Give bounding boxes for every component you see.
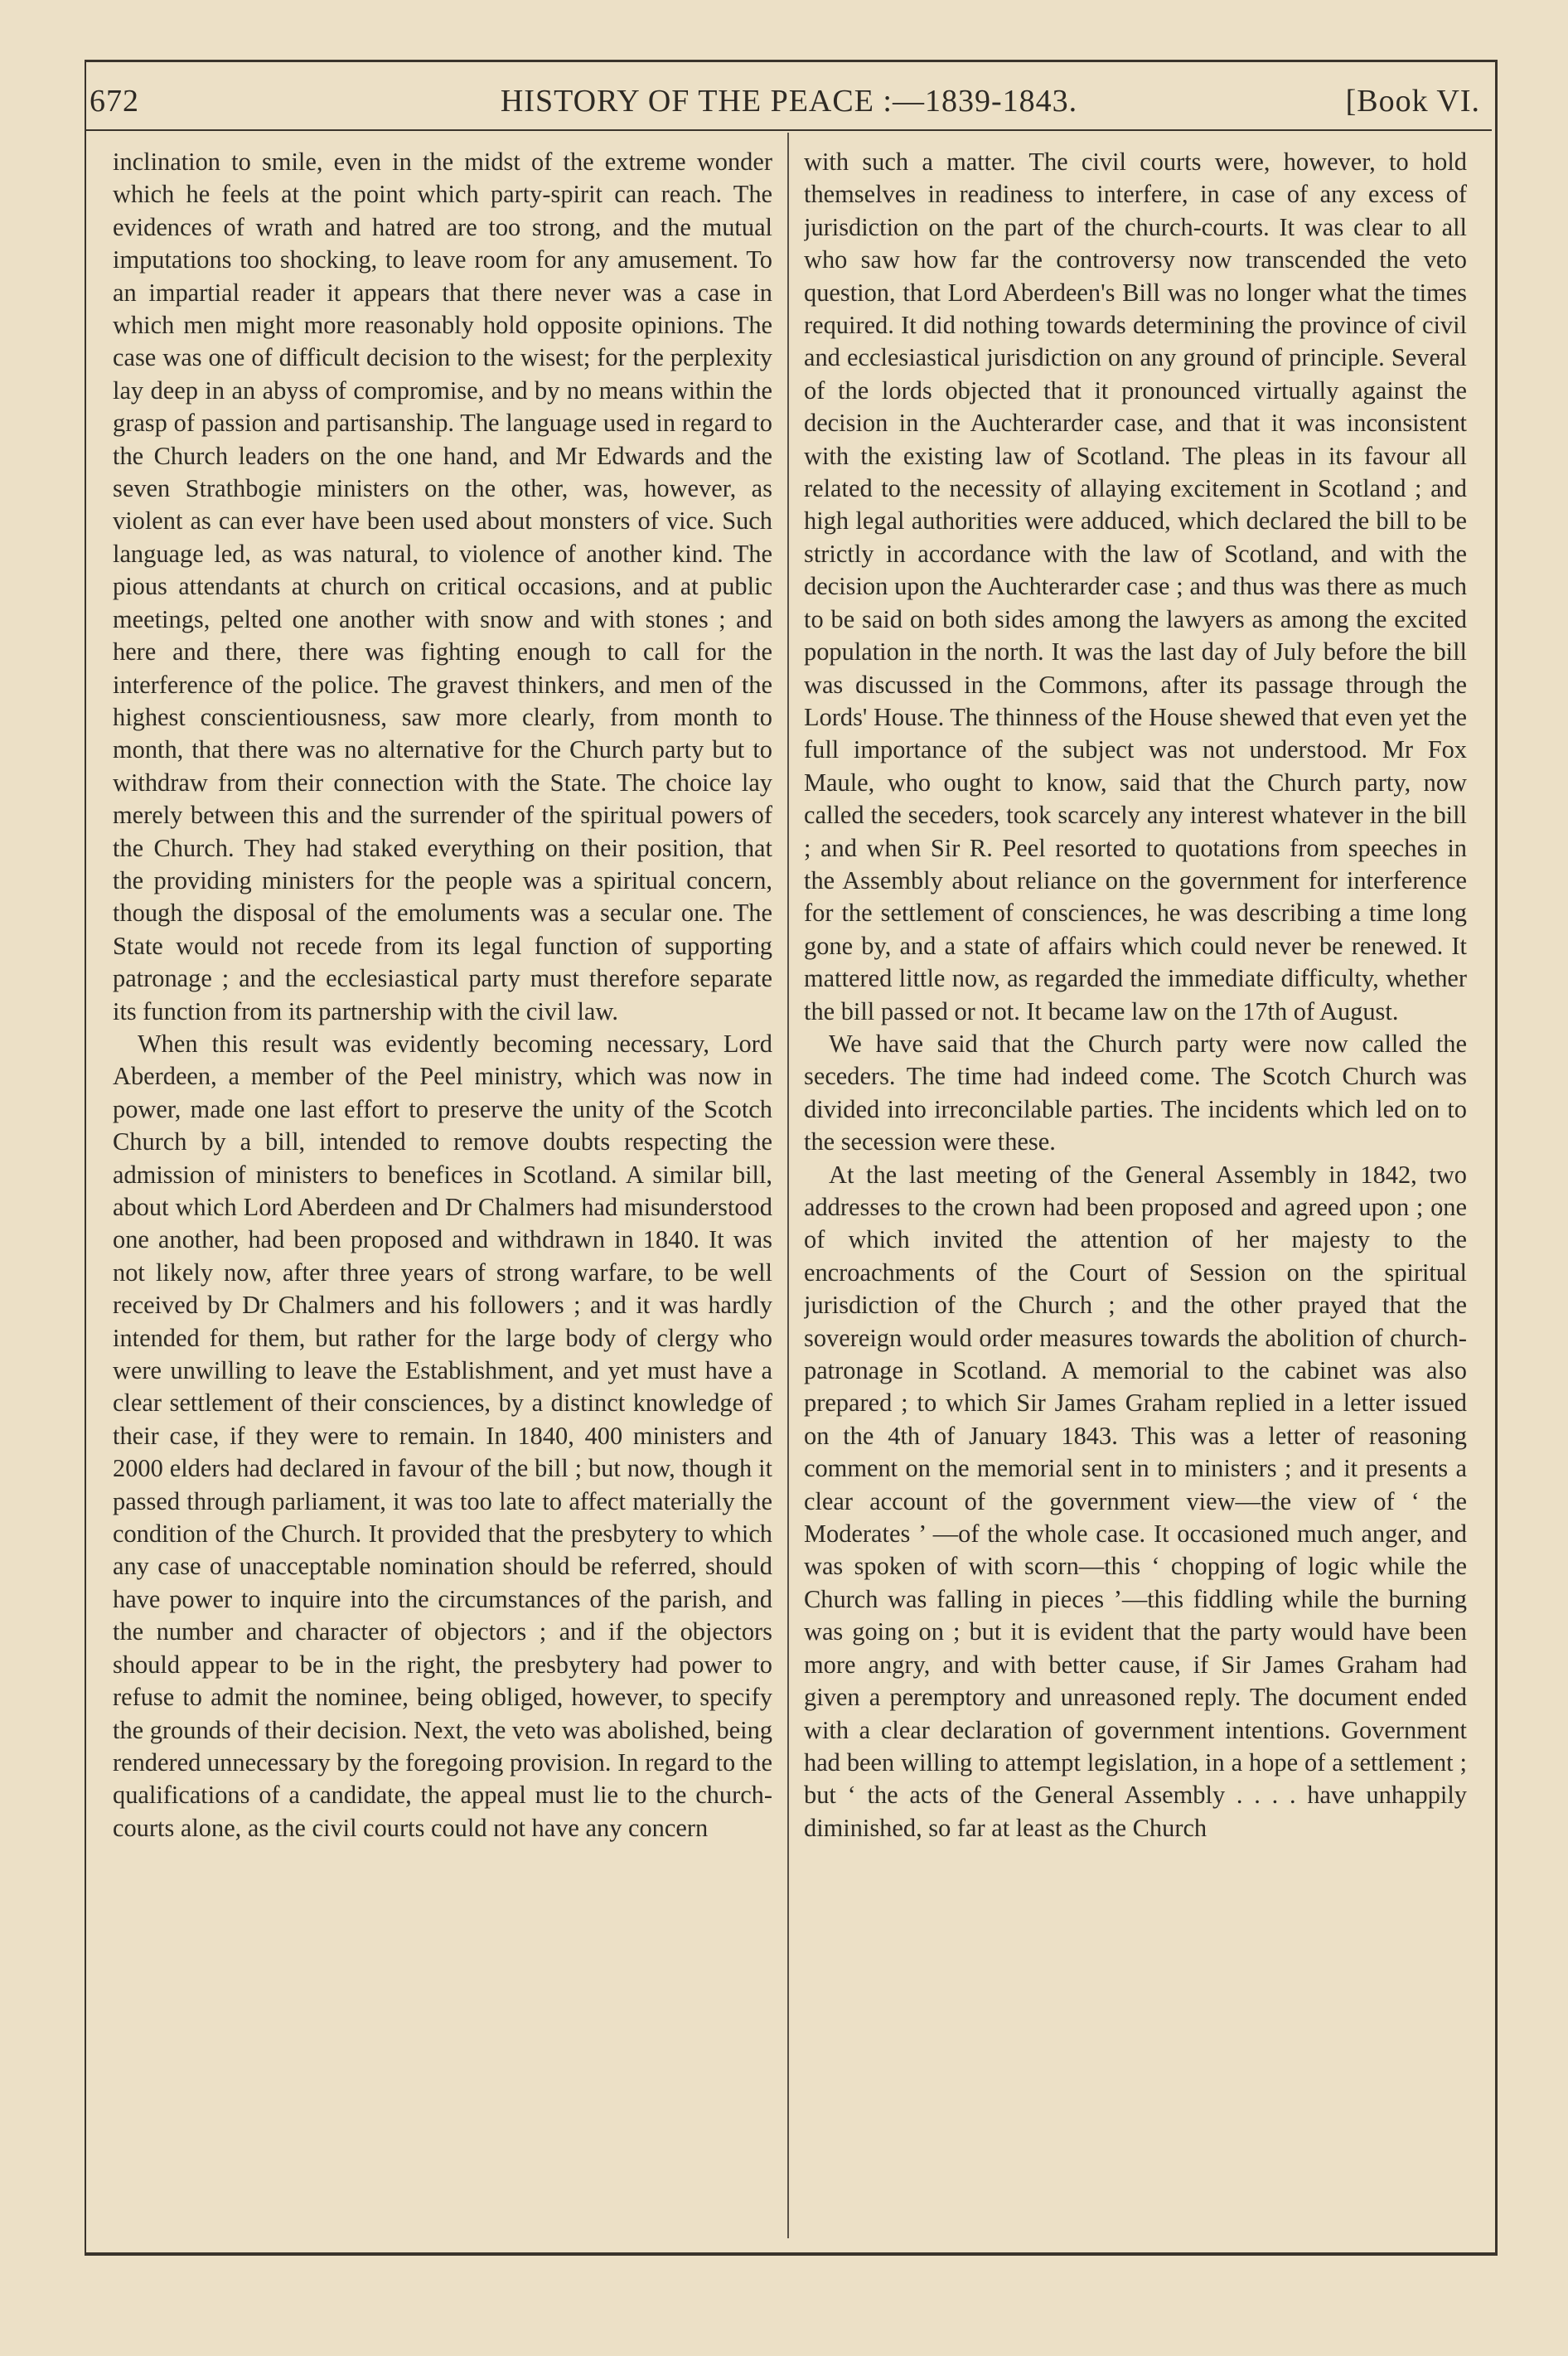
running-header	[90, 83, 1488, 133]
paragraph: inclination to smile, even in the midst of the extreme wonder which he feels at the point which party-spirit can reach. The evidences of wrath and hatred are too strong, and the mutual imputations too shocking, to leave room for any amusement. To an impartial reader it appears that there never was a case in which men might more reasonably hold opposite opinions. The case was one of difficult decision to the wisest; for the perplexity lay deep in an abyss of compromise, and by no means within the grasp of passion and partisanship. The language used in regard to the Church leaders on the one hand, and Mr Edwards and the seven Strathbogie ministers on the other, was, however, as violent as can ever have been used about monsters of vice. Such language led, as was natural, to violence of another kind. The pious attendants at church on critical occasions, and at public meetings, pelted one another with snow and with stones ; and here and there, there was fighting enough to call for the interference of the police. The gravest thinkers, and men of the highest conscientiousness, saw more clearly, from month to month, that there was no alternative for the Church party but to withdraw from their connection with the State. The choice lay merely between this and the surrender of the spiritual powers of the Church. They had staked everything on their position, that the providing ministers for the people was a spiritual concern, though the disposal of the emoluments was a secular one. The State would not recede from its legal function of supporting patronage ; and the ecclesiastical party must therefore separate its function from its partnership with the civil law.	[113, 148, 772, 1025]
paragraph: We have said that the Church party were now called the seceders. The time had indeed come. The Scotch Church was divided into irreconcilable parties. The incidents which led on to the secession were these.	[804, 1029, 1467, 1156]
header-rule	[86, 129, 1492, 131]
paragraph: At the last meeting of the General Assembly in 1842, two addresses to the crown had been proposed and agreed upon ; one of which invited the attention of her majesty to the encroachments of the Court of Session on the spiritual jurisdiction of the Church ; and the other prayed that the sovereign would order measures towards the abolition of church-patronage in Scotland. A memorial to the cabinet was also prepared ; to which Sir James Graham replied in a letter issued on the 4th of January 1843. This was a letter of reasoning comment on the memorial sent in to ministers ; and it presents a clear account of the government view—the view of ‘ the Moderates ’ —of the whole case. It occasioned much anger, and was spoken of with scorn—this ‘ chopping of logic while the Church was falling in pieces ’—this fiddling while the burning was going on ; but it is evident that the party would have been more angry, and with better cause, if Sir James Graham had given a peremptory and unreasoned reply. The document ended with a clear declaration of government intentions. Government had been willing to attempt legislation, in a hope of a settlement ; but ‘ the acts of the General Assembly . . . . have unhappily diminished, so far at least as the Church	[804, 1160, 1467, 1842]
left-column	[113, 146, 772, 2235]
book-marker: [Book VI.	[1345, 84, 1480, 119]
paragraph: with such a matter. The civil courts were, however, to hold themselves in readiness to interfere, in case of any excess of jurisdiction on the part of the church-courts. It was clear to all who saw how far the controversy now transcended the veto question, that Lord Aberdeen's Bill was no longer what the times required. It did nothing towards determining the province of civil and ecclesiastical jurisdiction on any ground of principle. Several of the lords objected that it pronounced virtually against the decision in the Auchterarder case, and that it was inconsistent with the existing law of Scotland. The pleas in its favour all related to the necessity of allaying excitement in Scotland ; and high legal authorities were adduced, which declared the bill to be strictly in accordance with the law of Scotland, and with the decision upon the Auchterarder case ; and thus was there as much to be said on both sides among the lawyers as among the excited population in the north. It was the last day of July before the bill was discussed in the Commons, after its passage through the Lords' House. The thinness of the House shewed that even yet the full importance of the subject was not understood. Mr Fox Maule, who ought to know, said that the Church party, now called the seceders, took scarcely any interest whatever in the bill ; and when Sir R. Peel resorted to quotations from speeches in the Assembly about reliance on the government for interference for the settlement of consciences, he was describing a time long gone by, and a state of affairs which could never be renewed. It mattered little now, as regarded the immediate difficulty, whether the bill passed or not. It became law on the 17th of August.	[804, 148, 1467, 1025]
page-number: 672	[90, 84, 139, 119]
right-column	[804, 146, 1467, 2235]
running-title: HISTORY OF THE PEACE :—1839-1843.	[500, 84, 1078, 119]
column-divider	[787, 133, 789, 2238]
paragraph: When this result was evidently becoming necessary, Lord Aberdeen, a member of the Peel ministry, which was now in power, made one last effort to preserve the unity of the Scotch Church by a bill, intended to remove doubts respecting the admission of ministers to benefices in Scotland. A similar bill, about which Lord Aberdeen and Dr Chalmers had misunderstood one another, had been proposed and withdrawn in 1840. It was not likely now, after three years of strong warfare, to be well received by Dr Chalmers and his followers ; and it was hardly intended for them, but rather for the large body of clergy who were unwilling to leave the Establishment, and yet must have a clear settlement of their consciences, by a distinct knowledge of their case, if they were to remain. In 1840, 400 ministers and 2000 elders had declared in favour of the bill ; but now, though it passed through parliament, it was too late to affect materially the condition of the Church. It provided that the presbytery to which any case of unacceptable nomination should be referred, should have power to inquire into the circumstances of the parish, and the number and character of objectors ; and if the objectors should appear to be in the right, the presbytery had power to refuse to admit the nominee, being obliged, however, to specify the grounds of their decision. Next, the veto was abolished, being rendered unnecessary by the foregoing provision. In regard to the qualifications of a candidate, the appeal must lie to the church-courts alone, as the civil courts could not have any concern	[113, 1029, 772, 1842]
